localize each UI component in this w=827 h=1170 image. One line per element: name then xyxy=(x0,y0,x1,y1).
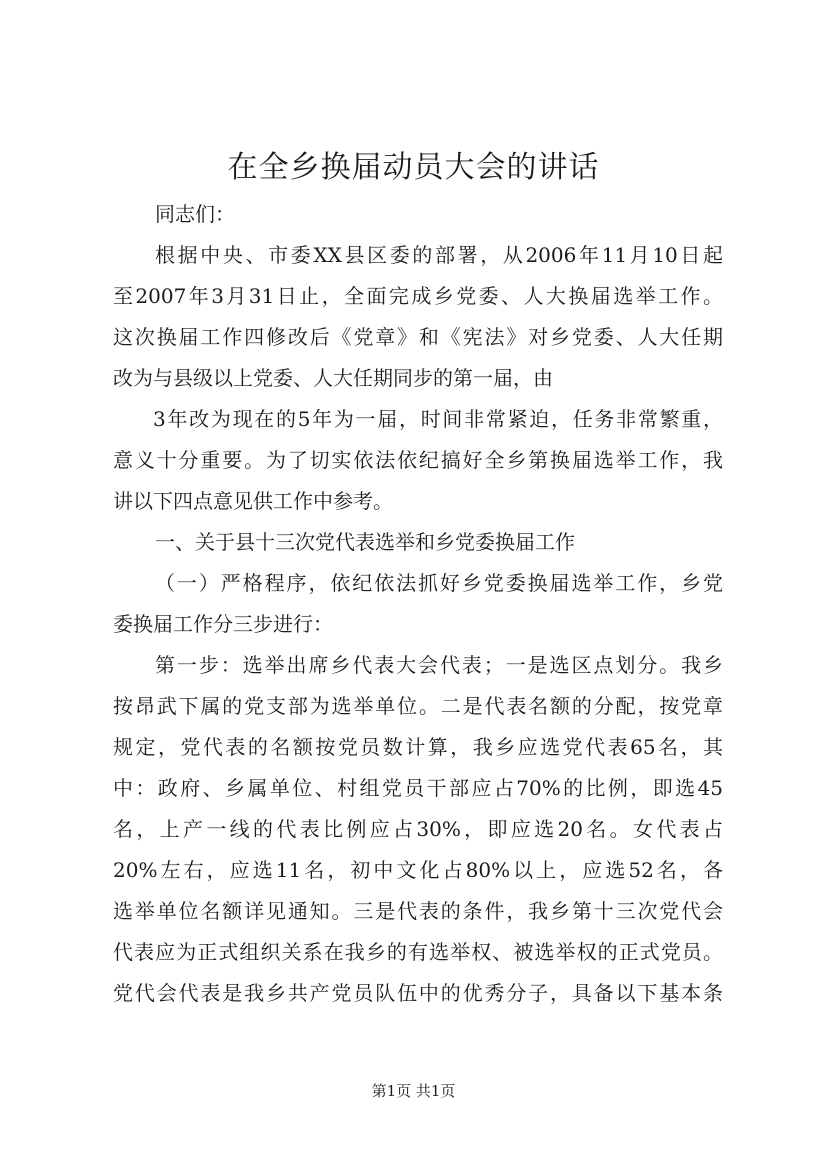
page-footer: 第1页 共1页 xyxy=(371,1082,456,1100)
paragraph-line: 名，上产一线的代表比例应占30%，即应选20名。女代表占 xyxy=(113,817,723,841)
paragraph-line: 选举单位名额详见通知。三是代表的条件，我乡第十三次党代会 xyxy=(113,899,723,923)
paragraph-line: 第一步：选举出席乡代表大会代表；一是选区点划分。我乡 xyxy=(155,653,723,677)
paragraph-line: 规定，党代表的名额按党员数计算，我乡应选党代表65名，其 xyxy=(113,735,723,759)
paragraph-line: 改为与县级以上党委、人大任期同步的第一届，由 xyxy=(113,366,553,390)
document-body xyxy=(113,194,723,1014)
paragraph-line: 同志们： xyxy=(155,202,235,226)
paragraph-line: 根据中央、市委XX县区委的部署，从2006年11月10日起 xyxy=(155,243,723,267)
paragraph-line: 中：政府、乡属单位、村组党员干部应占70%的比例，即选45 xyxy=(113,776,723,800)
paragraph-line: 党代会代表是我乡共产党员队伍中的优秀分子，具备以下基本条 xyxy=(113,981,723,1005)
paragraph-line: 按昂武下属的党支部为选举单位。二是代表名额的分配，按党章 xyxy=(113,694,723,718)
paragraph-line: （一）严格程序，依纪依法抓好乡党委换届选举工作，乡党 xyxy=(155,571,723,595)
paragraph-line: 20%左右，应选11名，初中文化占80%以上，应选52名，各 xyxy=(113,858,723,882)
paragraph-line: 意义十分重要。为了切实依法依纪搞好全乡第换届选举工作，我 xyxy=(113,448,723,472)
paragraph-line: 委换届工作分三步进行： xyxy=(113,612,333,636)
paragraph-line: 这次换届工作四修改后《党章》和《宪法》对乡党委、人大任期 xyxy=(113,325,723,349)
section-heading: 一、关于县十三次党代表选举和乡党委换届工作 xyxy=(155,530,575,554)
paragraph-line: 代表应为正式组织关系在我乡的有选举权、被选举权的正式党员。 xyxy=(113,940,723,964)
paragraph-line: 讲以下四点意见供工作中参考。 xyxy=(113,489,393,513)
paragraph-line: 3年改为现在的5年为一届，时间非常紧迫，任务非常繁重， xyxy=(153,407,723,431)
document-title: 在全乡换届动员大会的讲话 xyxy=(227,150,600,185)
paragraph-line: 至2007年3月31日止，全面完成乡党委、人大换届选举工作。 xyxy=(113,284,723,308)
